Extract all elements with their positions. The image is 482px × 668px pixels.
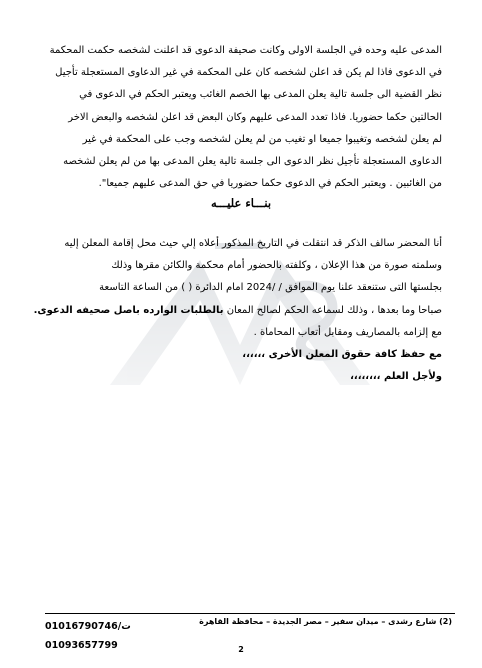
footer-address: (2) شارع رشدى – ميدان سفير – مصر الجديدة – محافظة القاهرة: [199, 617, 452, 626]
text-line-bold: ولأجل العلم ،،،،،،،،: [350, 371, 442, 383]
text-line: وسلمته صورة من هذا الإعلان ، وكلفته بالحضور أمام محكمة والكائن مقرها وذلك: [111, 260, 442, 272]
paragraph-legal-text: [49, 40, 442, 195]
phone-number: 01093657799: [45, 640, 118, 651]
text-line: لم يعلن لشخصه وتغيبوا جميعا او تغيب من لم يعلن لشخصه وجب على المحكمة في غير: [82, 133, 442, 145]
text-line-bold: مع حفظ كافة حقوق المعلن الأخرى ،،،،،،: [242, 349, 442, 361]
text-line: مع إلزامه بالمصاريف ومقابل أتعاب المحاماة .: [253, 326, 442, 338]
text-line: من الغائبين . ويعتبر الحكم في الدعوى حكما حضوريا في حق المدعى عليهم جميعا".: [98, 178, 442, 190]
text-line: أنا المحضر سالف الذكر قد انتقلت في التاريخ المذكور أعلاه إلي حيث محل إقامة المعلن إليه: [64, 238, 442, 249]
text-line: [33, 300, 442, 322]
text-line: بجلستها التى ستنعقد علنا يوم الموافق / /2024 امام الدائرة ( ) من الساعة التاسعة: [99, 282, 442, 294]
text-bold-requests: بالطلبات الوارده باصل صحيفه الدعوى.: [33, 304, 224, 316]
section-heading: بنـــاء عليـــه: [210, 196, 272, 210]
page-number: 2: [238, 645, 244, 654]
text-line: الدعاوى المستعجلة تأجيل نظر الدعوى الى جلسة تالية يعلن المدعى بها من لم يعلن لشخصه: [63, 156, 442, 168]
paragraph-summons: [33, 233, 442, 388]
text-regular: صباحا وما بعدها ، وذلك لسماعه الحكم لصالح المعان: [223, 304, 442, 316]
text-line: في الدعوى فاذا لم يكن قد اعلن لشخصه كان على المحكمة في غير الدعاوى المستعجلة تأجيل: [55, 67, 442, 79]
text-line: الحالتين حكما حضوريا. فاذا تعدد المدعى عليهم وكان البعض قد اعلن لشخصه والبعض الاخر: [68, 111, 442, 123]
text-line: المدعى عليه وحده في الجلسة الاولى وكانت صحيفة الدعوى قد اعلنت لشخصه حكمت المحكمة: [49, 45, 442, 56]
phone-number: ت/01016790746: [45, 621, 131, 632]
text-line: نظر القضية الى جلسة تالية يعلن المدعى بها الخصم الغائب ويعتبر الحكم في الدعوى في: [79, 89, 442, 101]
footer-divider: [45, 613, 455, 614]
